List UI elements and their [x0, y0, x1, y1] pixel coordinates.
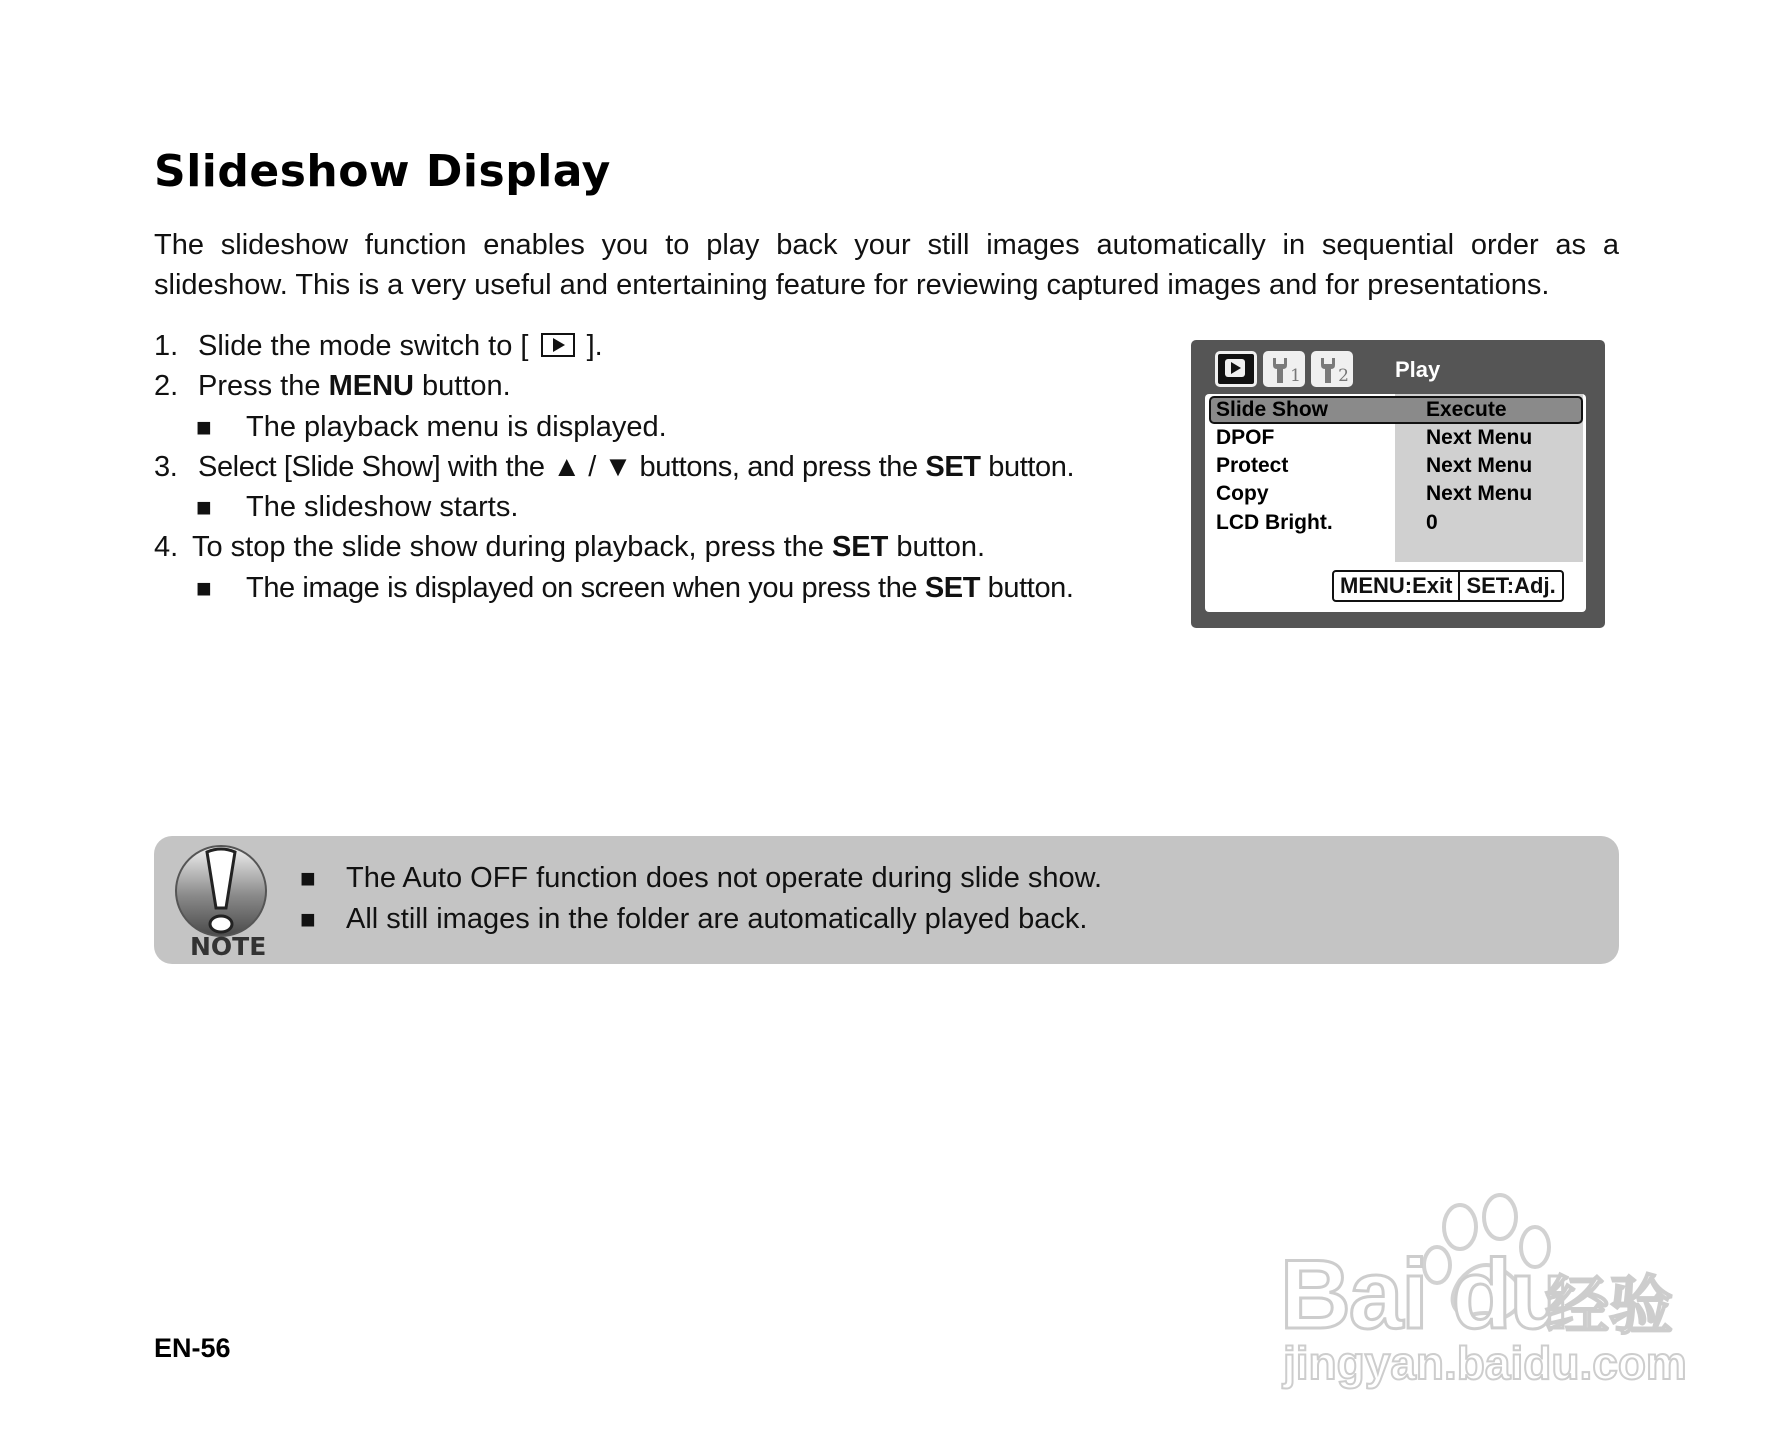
- note-item: [300, 899, 1102, 940]
- menu-tabs: [1215, 351, 1353, 387]
- menu-row-value: Next Menu: [1426, 426, 1533, 449]
- step-text: button.: [413, 370, 511, 403]
- set-keyword: SET: [925, 450, 981, 483]
- result-text: The playback menu is displayed.: [246, 410, 667, 443]
- note-text: The Auto OFF function does not operate during slide show.: [346, 862, 1103, 894]
- step-number: 2.: [154, 370, 179, 403]
- bullet-icon: ■: [300, 863, 316, 893]
- step-number: 4.: [154, 531, 179, 564]
- step-text: button.: [980, 450, 1075, 483]
- bullet-icon: ■: [300, 904, 316, 934]
- step-text: Slide the mode switch to [: [198, 330, 529, 362]
- play-icon: [1225, 359, 1245, 377]
- tab-playback: [1215, 351, 1257, 387]
- set-keyword: SET: [831, 531, 889, 564]
- menu-exit-hint: MENU:Exit: [1340, 573, 1453, 598]
- watermark-url: jingyan.baidu.com: [1283, 1337, 1687, 1389]
- menu-row-value: Execute: [1426, 398, 1507, 421]
- note-text: All still images in the folder are automatically played back.: [346, 903, 1088, 935]
- menu-row-copy: [1205, 480, 1586, 508]
- step-text: Select [Slide Show] with the ▲ / ▼ buttons, and press the: [198, 450, 926, 483]
- result-text: The slideshow starts.: [246, 491, 519, 524]
- result-text: The image is displayed on screen when you press the: [246, 571, 925, 604]
- menu-footer: [1332, 570, 1564, 602]
- step-2: [154, 366, 1114, 406]
- menu-row-slide-show: [1209, 396, 1583, 424]
- step-2-result: [154, 407, 1114, 447]
- step-text: Press the: [198, 370, 329, 403]
- step-4-result: [154, 568, 1114, 608]
- tab-number: 2: [1338, 366, 1349, 386]
- menu-row-label: Protect: [1216, 454, 1289, 477]
- watermark-logo-text: Bai du: [1280, 1239, 1568, 1349]
- set-adjust-hint: SET:Adj.: [1458, 572, 1561, 600]
- set-keyword: SET: [924, 571, 981, 604]
- tab-setup-2: [1311, 351, 1353, 387]
- step-4: [154, 527, 1114, 567]
- watermark-cn-text: 经验: [1545, 1270, 1673, 1344]
- step-1: [154, 326, 1114, 366]
- bullet-icon: ■: [196, 411, 212, 442]
- menu-row-value: Next Menu: [1426, 482, 1533, 505]
- menu-row-lcd-bright: [1205, 509, 1586, 537]
- menu-row-value: Next Menu: [1426, 454, 1533, 477]
- instruction-steps: [154, 326, 1114, 608]
- page-title: Slideshow Display: [154, 146, 611, 197]
- menu-row-protect: [1205, 452, 1586, 480]
- tab-number: 1: [1290, 366, 1301, 386]
- note-item: [300, 858, 1102, 899]
- menu-list: [1205, 394, 1586, 612]
- bullet-icon: ■: [196, 492, 212, 523]
- step-3-result: [154, 487, 1114, 527]
- menu-header: Play: [1395, 357, 1441, 382]
- menu-row-label: Slide Show: [1216, 398, 1329, 421]
- bullet-icon: ■: [196, 572, 212, 603]
- note-items: [300, 858, 1102, 940]
- menu-row-value: 0: [1426, 511, 1438, 534]
- menu-row-dpof: [1205, 424, 1586, 452]
- menu-row-label: Copy: [1216, 482, 1269, 505]
- result-text: button.: [980, 571, 1074, 604]
- tab-setup-1: [1263, 351, 1305, 387]
- note-box: [154, 836, 1619, 964]
- step-text: ].: [586, 330, 603, 362]
- playback-mode-icon: [541, 333, 575, 357]
- page-number: EN-56: [154, 1333, 231, 1363]
- note-label: NOTE: [190, 932, 267, 961]
- exclamation-icon: [174, 844, 268, 940]
- step-text: To stop the slide show during playback, press the: [192, 531, 832, 564]
- menu-keyword: MENU: [328, 370, 414, 403]
- step-3: [154, 447, 1114, 487]
- step-text: button.: [888, 531, 986, 564]
- step-number: 3.: [154, 450, 178, 483]
- step-number: 1.: [154, 330, 179, 362]
- menu-row-label: DPOF: [1216, 426, 1275, 449]
- menu-row-label: LCD Bright.: [1216, 511, 1333, 534]
- intro-paragraph: The slideshow function enables you to play back your still images automatically in sequential order as a slideshow. This is a very useful and entertaining feature for reviewing captured images and for presentations.: [154, 229, 1619, 301]
- camera-menu-screen: [1191, 340, 1605, 628]
